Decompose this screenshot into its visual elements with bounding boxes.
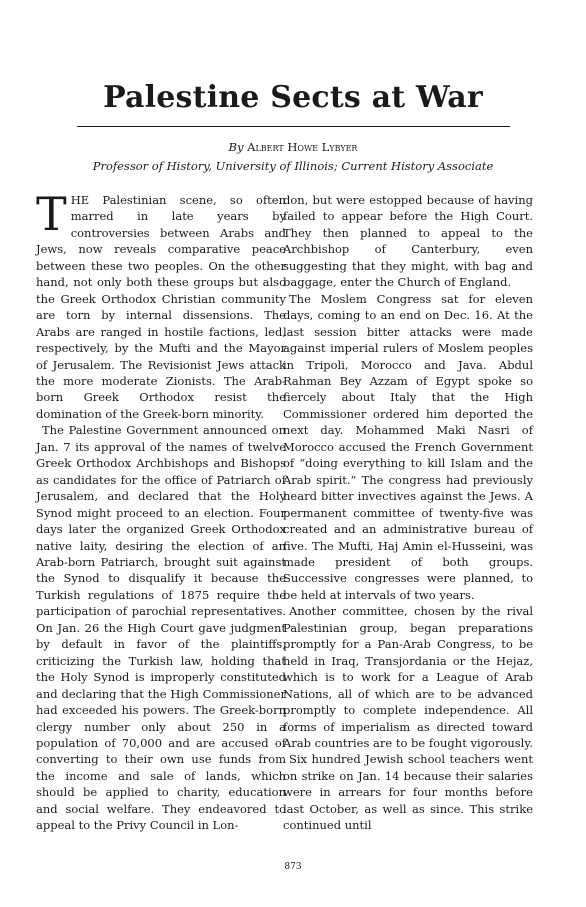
paragraph (36, 422, 286, 833)
author-name: Albert Howe Lybyer (247, 140, 358, 154)
paragraph-text: Another committee, chosen by the rival Palestinian group, began preparations promptly for a Pan-Arab Congress, to be held in Iraq, Transjordania or the Hejaz, which is to work for a League of Arab Nations, all of which are to be advanced promptly to complete independence. All forms of imperialism as directed toward Arab countries are to be fought vigorously. (283, 604, 533, 750)
left-column (36, 187, 286, 834)
article-title: Palestine Sects at War (103, 80, 483, 115)
page-number: 873 (284, 862, 302, 872)
right-column (283, 192, 533, 834)
paragraph-text: The Moslem Congress sat for eleven days, coming to an end on Dec. 16. At the last session bitter attacks were made against imperial rulers of Moslem peoples in Tripoli, Morocco and Java. Abdul Rahman Bey Azzam of Egypt spoke so fiercely about Italy that the High Commissioner ordered him deported the next day. Mohammed Maki Nasri of Morocco accused the French Government of “doing everything to kill Islam and the Arab spirit.” The congress had previously heard bitter invectives against the Jews. A permanent committee of twenty-five was created and an administrative bureau of five. The Mufti, Haj Amin el-Husseini, was made president of both groups. Successive congresses were planned, to be held at intervals of two years. (283, 291, 533, 602)
byline (0, 140, 586, 154)
paragraph-intro-text: Palestinian scene, so often marred in late years by controversies between Arabs and Jews, now reveals comparative peace between these two peoples. On the other hand, not only both these groups but also the Greek Orthodox Christian community are torn by internal dissensions. The Arabs are ranged in hostile factions, led, respectively, by the Mufti and the Mayor of Jerusalem. The Revisionist Jews attack the more moderate Zionists. The Arab-born Greek Orthodox resist the domination of the Greek-born minority. (36, 193, 286, 421)
paragraph (283, 291, 533, 604)
paragraph-text: don, but were estopped because of having failed to appear before the High Court. They then planned to appeal to the Archbishop of Canterbury, even suggesting that they might, with bag and baggage, enter the Church of England. (283, 193, 533, 290)
author-affiliation: Professor of History, University of Illinois; Current History Associate (92, 159, 494, 173)
paragraph-text: Six hundred Jewish school teachers went on strike on Jan. 14 because their salaries were in arrears for four months before last October, as well as since. This strike continued until (283, 752, 533, 833)
lead-caps: HE (70, 193, 90, 207)
drop-cap: T (36, 187, 67, 241)
paragraph (283, 603, 533, 751)
paragraph-text: The Palestine Government announced on Jan. 7 its approval of the names of twelve Greek Orthodox Archbishops and Bishops as candidates for the office of Patriarch of Jerusalem, and declared that the Holy Synod might proceed to an election. Four days later the organized Greek Orthodox native laity, desiring the election of an Arab-born Patriarch, brought suit against the Synod to disqualify it because the Turkish regulations of 1875 require the participation of parochial representatives. On Jan. 26 the High Court gave judgment by default in favor of the plaintiffs, criticizing the Turkish law, holding that the Holy Synod is improperly constituted and declaring that the High Commissioner had exceeded his powers. The Greek-born clergy number only about 250 in a population of 70,000 and are accused of converting to their own use funds from the income and sale of lands, which should be applied to charity, education and social welfare. They endeavored to appeal to the Privy Council in Lon- (36, 423, 286, 833)
paragraph (283, 751, 533, 833)
paragraph (283, 192, 533, 291)
byline-prefix: By (228, 140, 244, 154)
paragraph-intro (36, 187, 286, 422)
title-rule (77, 126, 510, 127)
